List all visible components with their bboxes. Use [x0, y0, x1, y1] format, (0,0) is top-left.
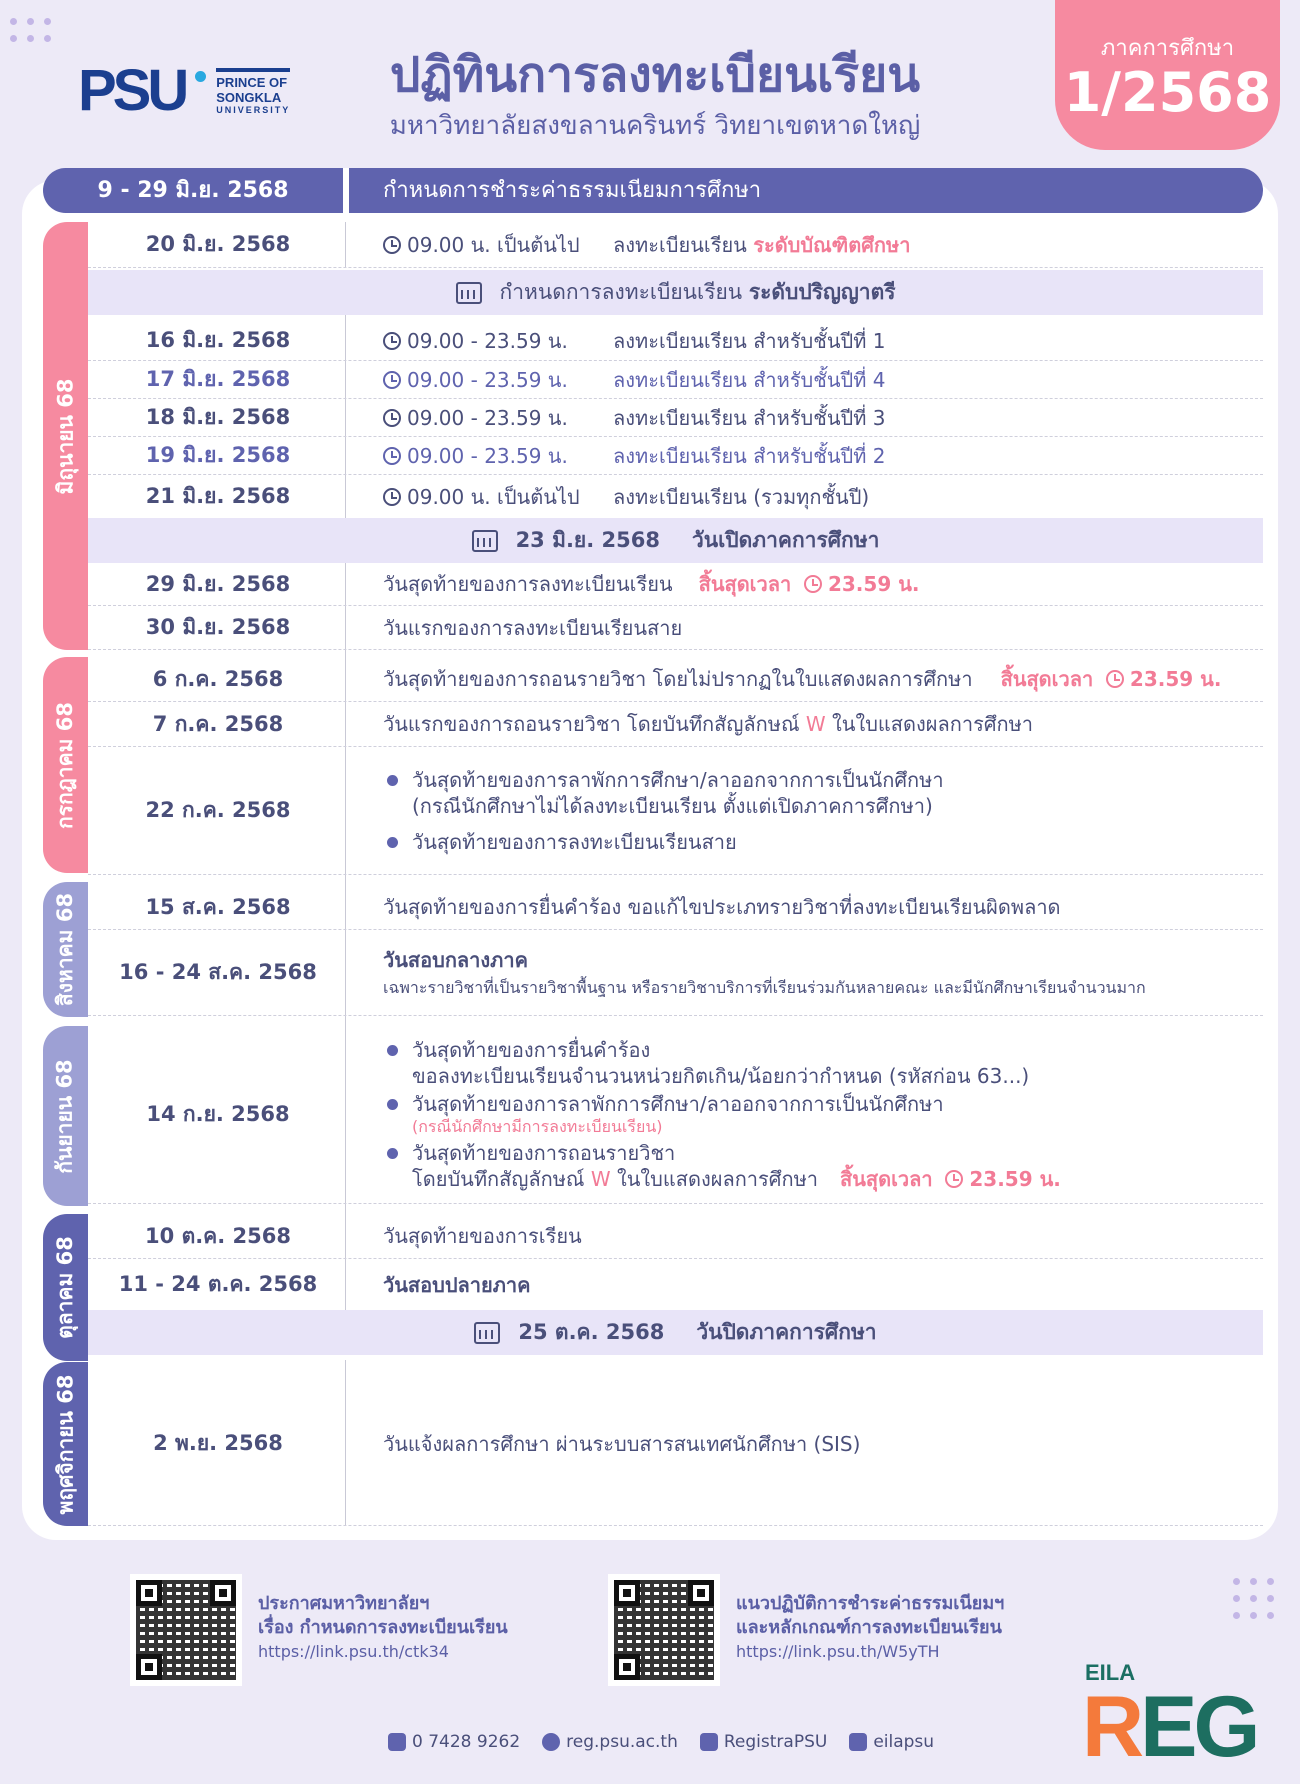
- announcement-link[interactable]: https://link.psu.th/ctk34: [258, 1641, 449, 1661]
- table-row: 7 ก.ค. 2568 วันแรกของการถอนรายวิชา โดยบันทึกสัญลักษณ์ W ในใบแสดงผลการศึกษา: [88, 702, 1263, 747]
- table-row: 17 มิ.ย. 2568 09.00 - 23.59 น. ลงทะเบียนเรียน สำหรับชั้นปีที่ 4: [88, 361, 1263, 399]
- youtube-icon: [849, 1733, 867, 1751]
- qr-code[interactable]: [130, 1574, 242, 1686]
- table-row: 29 มิ.ย. 2568 วันสุดท้ายของการลงทะเบียนเรียน สิ้นสุดเวลา 23.59 น.: [88, 563, 1263, 606]
- term-badge: ภาคการศึกษา 1/2568: [1055, 0, 1280, 150]
- section-band: กำหนดการลงทะเบียนเรียน ระดับปริญญาตรี: [88, 270, 1263, 315]
- website-link[interactable]: reg.psu.ac.th: [542, 1732, 678, 1752]
- month-tab-october: ตุลาคม 68: [43, 1214, 88, 1361]
- psu-logo: PSU PRINCE OF SONGKLA UNIVERSITY: [78, 58, 291, 123]
- guideline-link[interactable]: https://link.psu.th/W5yTH: [736, 1641, 940, 1661]
- phone-icon: [388, 1733, 406, 1751]
- globe-icon: [542, 1733, 560, 1751]
- section-band: 25 ต.ค. 2568 วันปิดภาคการศึกษา: [88, 1310, 1263, 1355]
- section-band: 23 มิ.ย. 2568 วันเปิดภาคการศึกษา: [88, 518, 1263, 563]
- table-row: 30 มิ.ย. 2568 วันแรกของการลงทะเบียนเรียนสาย: [88, 606, 1263, 650]
- page-title: ปฏิทินการลงทะเบียนเรียน: [389, 47, 921, 103]
- decor-dots: [1233, 1578, 1274, 1619]
- facebook-icon: [700, 1733, 718, 1751]
- table-row: 22 ก.ค. 2568 วันสุดท้ายของการลาพักการศึกษา/ลาออกจากการเป็นนักศึกษา (กรณีนักศึกษาไม่ได้ลงทะเบียนเรียน ตั้งแต่เปิดภาคการศึกษา) วันสุดท้ายของการลงทะเบียนเรียนสาย: [88, 747, 1263, 875]
- qr-code[interactable]: [608, 1574, 720, 1686]
- reg-logo: REG: [1082, 1679, 1257, 1775]
- table-row: 11 - 24 ต.ค. 2568 วันสอบปลายภาค: [118, 1272, 531, 1297]
- table-row: 21 มิ.ย. 2568 09.00 น. เป็นต้นไป ลงทะเบียนเรียน (รวมทุกชั้นปี): [145, 484, 870, 509]
- table-row: 10 ต.ค. 2568 วันสุดท้ายของการเรียน: [88, 1214, 1263, 1259]
- table-row: 20 มิ.ย. 2568 09.00 น. เป็นต้นไป ลงทะเบียนเรียน ระดับบัณฑิตศึกษา: [88, 222, 1263, 268]
- contact-bar: 0 7428 9262 reg.psu.ac.th RegistraPSU eilapsu: [388, 1732, 934, 1752]
- month-tab-july: กรกฎาคม 68: [43, 657, 88, 873]
- page-subtitle: มหาวิทยาลัยสงขลานครินทร์ วิทยาเขตหาดใหญ่: [389, 111, 921, 142]
- qr-block-announcement[interactable]: ประกาศมหาวิทยาลัยฯ เรื่อง กำหนดการลงทะเบียนเรียน https://link.psu.th/ctk34: [130, 1574, 508, 1686]
- table-row: 6 ก.ค. 2568 วันสุดท้ายของการถอนรายวิชา โดยไม่ปรากฏในใบแสดงผลการศึกษา สิ้นสุดเวลา 23.59 น.: [88, 657, 1263, 702]
- month-tab-september: กันยายน 68: [43, 1026, 88, 1206]
- facebook-link[interactable]: RegistraPSU: [700, 1732, 827, 1752]
- calendar-icon: [456, 282, 482, 304]
- table-row: 18 มิ.ย. 2568 09.00 - 23.59 น. ลงทะเบียนเรียน สำหรับชั้นปีที่ 3: [88, 399, 1263, 437]
- calendar-icon: [474, 1322, 500, 1344]
- table-row: 15 ส.ค. 2568 วันสุดท้ายของการยื่นคำร้อง ขอแก้ไขประเภทรายวิชาที่ลงทะเบียนเรียนผิดพลาด: [88, 885, 1263, 930]
- table-row: 16 มิ.ย. 2568 09.00 - 23.59 น. ลงทะเบียนเรียน สำหรับชั้นปีที่ 1: [88, 321, 1263, 361]
- table-row: 16 - 24 ส.ค. 2568 วันสอบกลางภาค เฉพาะรายวิชาที่เป็นรายวิชาพื้นฐาน หรือรายวิชาบริการที่เรียนร่วมกันหลายคณะ และมีนักศึกษาเรียนจำนวนมาก: [88, 930, 1263, 1016]
- page-title-block: [300, 48, 1010, 146]
- youtube-link[interactable]: eilapsu: [849, 1732, 934, 1752]
- table-row: 14 ก.ย. 2568 วันสุดท้ายของการยื่นคำร้อง ขอลงทะเบียนเรียนจำนวนหน่วยกิตเกิน/น้อยกว่ากำหนด (รหัสก่อน 63...) วันสุดท้ายของการลาพักการศึกษา/ลาออกจากการเป็นนักศึกษา (กรณีนักศึกษามีการลงทะเบียนเรียน) วันสุดท้ายของการถอนรายวิชา โดยบันทึกสัญลักษณ์ W ในใบแสดงผลการศึกษา สิ้นสุดเวลา 23.59 น.: [88, 1026, 1263, 1204]
- table-row: 19 มิ.ย. 2568 09.00 - 23.59 น. ลงทะเบียนเรียน สำหรับชั้นปีที่ 2: [88, 437, 1263, 475]
- eila-logo: EILA: [1085, 1660, 1136, 1685]
- fee-header-bar: 9 - 29 มิ.ย. 2568 กำหนดการชำระค่าธรรมเนียมการศึกษา: [43, 168, 1263, 213]
- calendar-icon: [472, 530, 498, 552]
- table-row: 2 พ.ย. 2568 วันแจ้งผลการศึกษา ผ่านระบบสารสนเทศนักศึกษา (SIS): [88, 1362, 1263, 1526]
- decor-dots: [10, 18, 51, 42]
- month-tab-august: สิงหาคม 68: [43, 882, 88, 1017]
- month-tab-june: มิถุนายน 68: [43, 222, 88, 650]
- qr-block-guideline[interactable]: แนวปฏิบัติการชำระค่าธรรมเนียมฯ และหลักเกณฑ์การลงทะเบียนเรียน https://link.psu.th/W5yTH: [608, 1574, 1004, 1686]
- month-tab-november: พฤศจิกายน 68: [43, 1362, 88, 1526]
